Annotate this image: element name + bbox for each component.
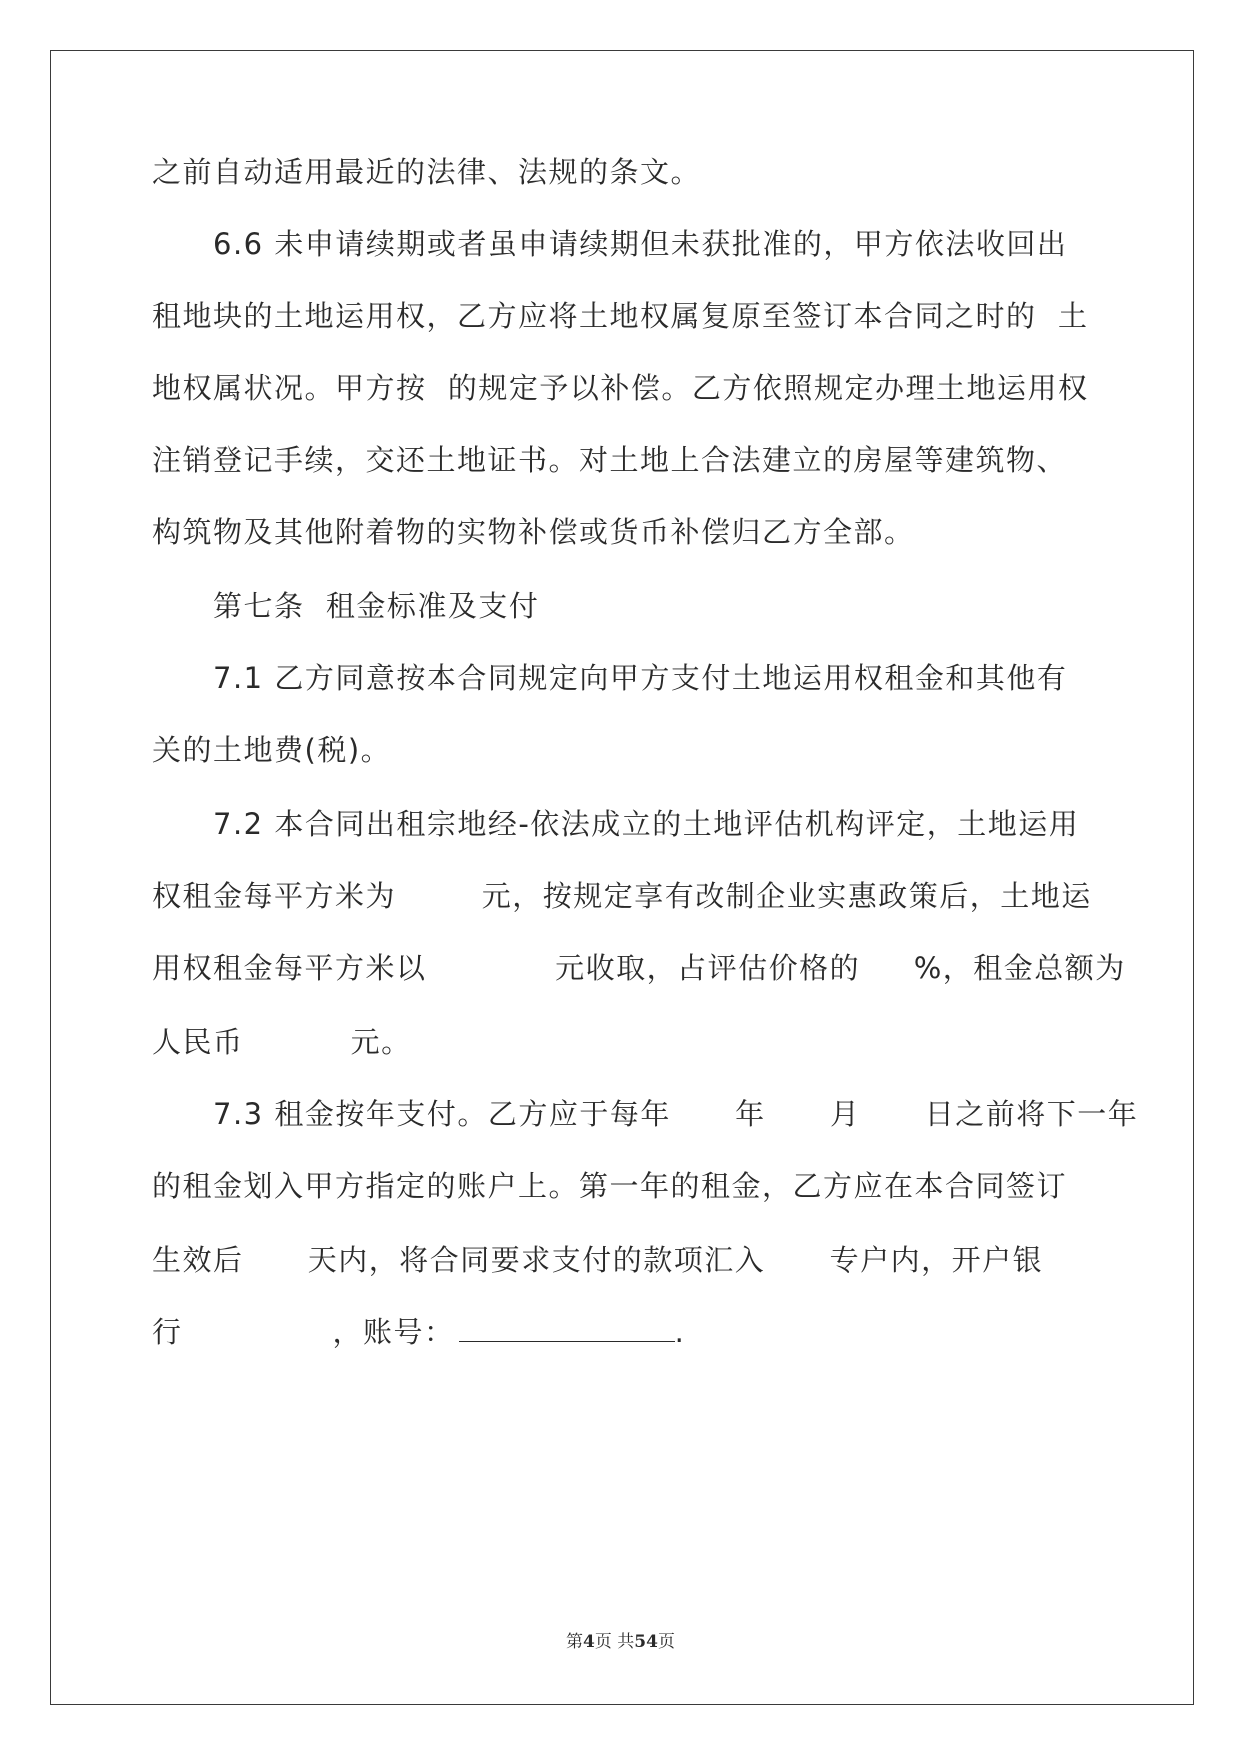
footer-total-pages: 54 [634,1632,658,1652]
text-line-10: 7.2 本合同出租宗地经-依法成立的土地评估机构评定，土地运用 [213,807,1080,841]
section-heading: 第七条 租金标准及支付 [213,589,540,623]
text-line-16: 生效后 天内，将合同要求支付的款项汇入 专户内，开户银 [152,1243,1044,1277]
footer-page-number: 4 [583,1632,595,1652]
account-number-blank [459,1311,675,1342]
text-line-2: 6.6 未申请续期或者虽申请续期但未获批准的，甲方依法收回出 [213,227,1068,261]
text-line-8: 7.1 乙方同意按本合同规定向甲方支付土地运用权租金和其他有 [213,661,1068,695]
footer-suffix: 页 [657,1632,675,1652]
text-line-14: 7.3 租金按年支付。乙方应于每年 年 月 日之前将下一年 [213,1097,1139,1131]
text-line-4: 地权属状况。甲方按 的规定予以补偿。乙方依照规定办理土地运用权 [152,371,1089,405]
text-line-12: 用权租金每平方米以 元收取，占评估价格的 %，租金总额为 [152,951,1126,985]
text-line-13: 人民币 元。 [152,1025,412,1059]
page-footer [0,1630,1241,1654]
text-line-6: 构筑物及其他附着物的实物补偿或货币补偿归乙方全部。 [152,515,915,549]
text-line-15: 的租金划入甲方指定的账户上。第一年的租金，乙方应在本合同签订 [152,1169,1068,1203]
footer-prefix: 第 [566,1632,584,1652]
text-line-3: 租地块的土地运用权，乙方应将土地权属复原至签订本合同之时的 土 [152,299,1089,333]
text-line-5: 注销登记手续，交还土地证书。对土地上合法建立的房屋等建筑物、 [152,443,1068,477]
text-line-1: 之前自动适用最近的法律、法规的条文。 [152,155,702,189]
account-label: 行 ，账号： [152,1315,455,1349]
footer-middle: 页 共 [594,1632,635,1652]
text-line-17 [152,1310,1092,1354]
account-period: . [674,1315,686,1349]
text-line-11: 权租金每平方米为 元，按规定享有改制企业实惠政策后，土地运 [152,879,1092,913]
text-line-9: 关的土地费(税)。 [152,733,392,767]
